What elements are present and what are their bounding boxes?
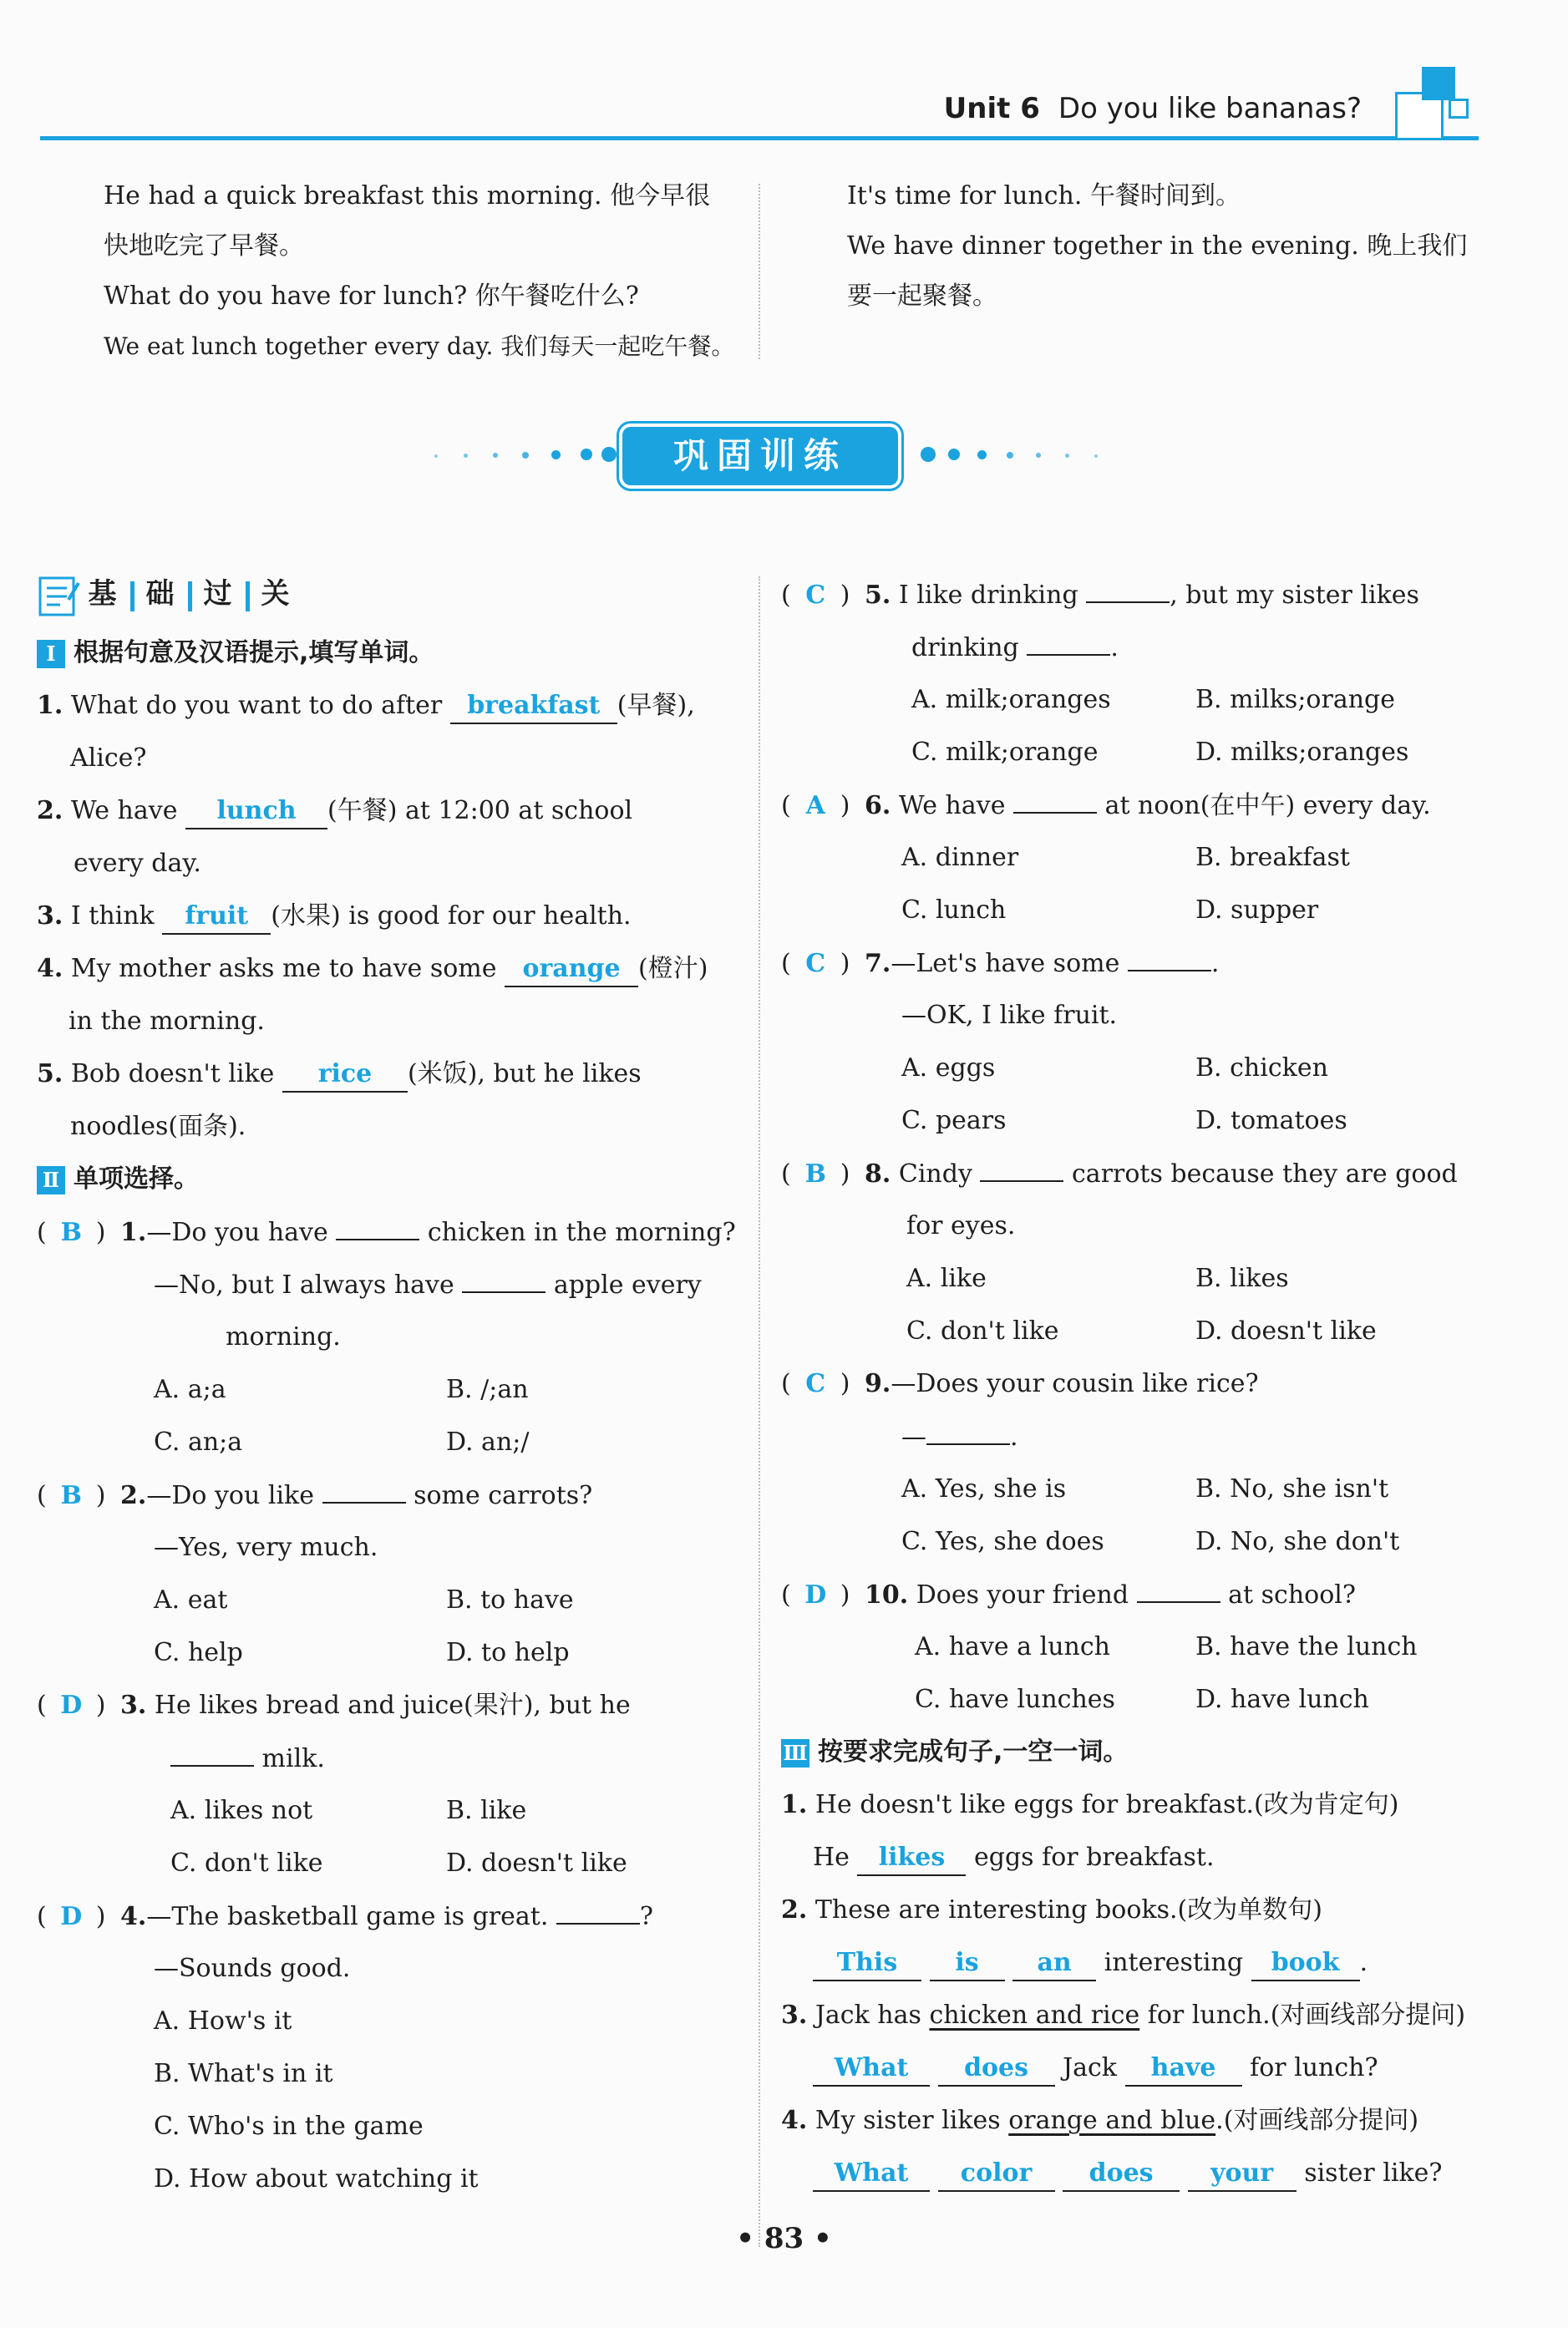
- mc-options: A. have a lunch B. have the lunch: [915, 1632, 1418, 1661]
- mc-options: C. lunch D. supper: [901, 895, 1319, 925]
- answer: A: [805, 791, 825, 820]
- mc-options: C. milk;orange D. milks;oranges: [911, 738, 1409, 767]
- answer: C: [805, 949, 826, 978]
- fill-continuation: every day.: [74, 849, 201, 878]
- section-3-heading: [781, 1726, 1483, 1778]
- rewrite-question: 3. Jack has chicken and rice for lunch.(对画线部分提问): [781, 2001, 1466, 2030]
- fill-question: 5. Bob doesn't like rice (米饭), but he likes: [37, 1047, 738, 1100]
- answer: likes: [878, 1843, 946, 1872]
- intro-left: [104, 171, 747, 372]
- answer: fruit: [185, 901, 249, 931]
- answer: B: [60, 1481, 82, 1510]
- intro-line: He had a quick breakfast this morning. 他今早很: [104, 181, 711, 210]
- column-divider: [759, 576, 760, 2247]
- mc-question: ( D ) 10. Does your friend at school?: [781, 1568, 1483, 1620]
- mc-options: A. milk;oranges B. milks;orange: [911, 685, 1396, 714]
- squares-logo-icon: [1387, 58, 1479, 138]
- fill-question: 1. What do you want to do after breakfast (早餐),: [37, 679, 738, 732]
- answer: rice: [317, 1059, 373, 1088]
- fill-question: 4. My mother asks me to have some orange (橙汁): [37, 942, 738, 995]
- right-column: ( C ) 5. I like drinking , but my sister likes drinking . A. milk;oranges B. milks;orange C. milk;orange D. milks;oranges ( A ) 6. We have at noon(在中午) every day. A. dinner B. breakfast C. lunch D. supper ( C ) 7.—Let's have some . —OK, I like fruit. A. eggs B. chicken C. pears D. tomatoes ( B ) 8. Cindy carrots because they are good for eyes. A. like B. likes C. don't like D. doesn't like ( C ) 9.—Does your cousin like rice? — . A. Yes, she is B. No, she isn't C. Yes, she does D. No, she don't ( D ) 10. Does your friend at school? A. have a lunch B. have the lunch C. have lunches D. have lunch Ⅲ 按要求完成句子,一空一词。 1. He doesn't like eggs for breakfast.(改为肯定句) He likes eggs for breakfast. 2. These are interesting books.(改为单数句) This is an interesting book . 3. Jack has chicken and rice for lunch.(对画线部分提问) What does Jack have for lunch? 4. My sister likes orange and blue.(对画线部分提问) What color does your sister like?: [781, 568, 1483, 2199]
- mc-options: C. help D. to help: [154, 1638, 570, 1667]
- answer: D: [60, 1691, 83, 1720]
- answer: C: [805, 581, 826, 610]
- page-number: • 83 •: [736, 2222, 832, 2255]
- rewrite-answer: He likes eggs for breakfast.: [781, 1831, 1483, 1884]
- answer: your: [1210, 2158, 1274, 2188]
- mc-options: A. a;a B. /;an: [154, 1375, 529, 1404]
- unit-title: [944, 92, 1362, 125]
- section-title: 按要求完成句子,一空一词。: [818, 1737, 1129, 1767]
- rewrite-answer: What does Jack have for lunch?: [781, 2041, 1483, 2094]
- answer: does: [964, 2053, 1029, 2082]
- rewrite-answer: What color does your sister like?: [781, 2147, 1483, 2199]
- section-title: 单项选择。: [74, 1164, 199, 1194]
- intro-divider: [759, 184, 760, 359]
- mc-question: ( C ) 7.—Let's have some .: [781, 936, 1483, 989]
- answer: B: [60, 1218, 82, 1247]
- answer: orange: [522, 954, 621, 983]
- fill-question: 3. I think fruit (水果) is good for our health.: [37, 890, 738, 942]
- answer: color: [960, 2158, 1033, 2188]
- intro-line: 快地吃完了早餐。: [104, 231, 304, 261]
- jichu-char: 关: [261, 577, 292, 611]
- answer: does: [1088, 2158, 1154, 2188]
- mc-question: ( D ) 4.—The basketball game is great. ?: [37, 1889, 738, 1942]
- mc-question: ( C ) 5. I like drinking , but my sister likes: [781, 568, 1483, 621]
- answer: breakfast: [467, 691, 601, 720]
- answer: lunch: [216, 796, 297, 825]
- answer: What: [834, 2053, 909, 2082]
- mc-question: ( B ) 2.—Do you like some carrots?: [37, 1468, 738, 1521]
- mc-options: A. eat B. to have: [154, 1585, 574, 1615]
- section-banner: [426, 422, 1144, 489]
- jichu-char: 基: [88, 577, 119, 611]
- intro-line: It's time for lunch. 午餐时间到。: [847, 181, 1241, 210]
- mc-question: ( B ) 8. Cindy carrots because they are good: [781, 1147, 1483, 1200]
- jichu-heading: [37, 568, 738, 626]
- left-column: 基 础 过 关 Ⅰ 根据句意及汉语提示,填写单词。 1. What do you want to do after breakfast (早餐), Alice? 2. We have lunch (午餐) at 12:00 at school every day. 3. I think fruit (水果) is good for our health. 4. My mother asks me to have some orange (橙汁) in the morning. 5. Bob doesn't like rice (米饭), but he likes noodles(面条). Ⅱ 单项选择。 ( B ) 1.—Do you have chicken in the morning? —No, but I always have apple every morning. A. a;a B. /;an C. an;a D. an;/ ( B ) 2.—Do you like some carrots? —Yes, very much. A. eat B. to have C. help D. to help ( D ) 3. He likes bread and juice(果汁), but he milk. A. likes not B. like C. don't like D. doesn't like ( D ) 4.—The basketball game is great. ? —Sounds good. A. How's it B. What's in it C. Who's in the game D. How about watching it: [37, 568, 738, 2205]
- header-rule: [40, 136, 1479, 140]
- mc-options: A. dinner B. breakfast: [901, 843, 1350, 872]
- fill-continuation: noodles(面条).: [70, 1112, 246, 1141]
- intro-right: [847, 171, 1499, 322]
- jichu-char: 础: [145, 577, 176, 611]
- answer: D: [804, 1580, 827, 1610]
- intro-line: 要一起聚餐。: [847, 281, 997, 311]
- unit-name: Do you like bananas?: [1058, 92, 1362, 125]
- fill-continuation: in the morning.: [69, 1007, 265, 1036]
- intro-line: We have dinner together in the evening. 晚上我们: [847, 231, 1468, 261]
- page-header: [40, 50, 1479, 142]
- rewrite-question: 4. My sister likes orange and blue.(对画线部分提问): [781, 2106, 1419, 2135]
- unit-label: Unit 6: [943, 92, 1040, 125]
- mc-question: ( B ) 1.—Do you have chicken in the morning?: [37, 1205, 738, 1258]
- rewrite-question: 2. These are interesting books.(改为单数句): [781, 1895, 1322, 1925]
- mc-options: C. pears D. tomatoes: [901, 1106, 1347, 1135]
- mc-options: C. don't like D. doesn't like: [906, 1316, 1377, 1346]
- answer: is: [955, 1948, 979, 1977]
- banner-title: 巩固训练: [622, 427, 898, 485]
- mc-options: A. Yes, she is B. No, she isn't: [901, 1474, 1389, 1504]
- notepad-icon: [37, 575, 80, 618]
- answer: book: [1271, 1948, 1340, 1977]
- section-2-heading: [37, 1153, 738, 1205]
- mc-options: A. likes not B. like: [170, 1796, 527, 1825]
- jichu-char: 过: [203, 577, 234, 611]
- mc-options: C. an;a D. an;/: [154, 1428, 530, 1457]
- roman-numeral: Ⅰ: [37, 640, 65, 668]
- fill-question: 2. We have lunch (午餐) at 12:00 at school: [37, 784, 738, 837]
- rewrite-question: 1. He doesn't like eggs for breakfast.(改为肯定句): [781, 1790, 1399, 1819]
- intro-line: We eat lunch together every day. 我们每天一起吃午餐。: [104, 332, 735, 360]
- roman-numeral: Ⅱ: [37, 1166, 65, 1194]
- answer: D: [60, 1902, 83, 1931]
- answer: What: [834, 2158, 909, 2188]
- answer: B: [804, 1159, 826, 1189]
- section-title: 根据句意及汉语提示,填写单词。: [74, 638, 434, 667]
- fill-continuation: Alice?: [70, 743, 147, 773]
- answer: This: [836, 1948, 898, 1977]
- section-1-heading: [37, 626, 738, 679]
- rewrite-answer: This is an interesting book .: [781, 1936, 1483, 1989]
- mc-question: ( A ) 6. We have at noon(在中午) every day.: [781, 779, 1483, 831]
- mc-question: ( D ) 3. He likes bread and juice(果汁), but he: [37, 1679, 738, 1732]
- mc-question: ( C ) 9.—Does your cousin like rice?: [781, 1357, 1483, 1410]
- mc-options: A. eggs B. chicken: [901, 1053, 1328, 1083]
- mc-options: C. don't like D. doesn't like: [170, 1849, 627, 1878]
- mc-options: A. like B. likes: [906, 1264, 1289, 1293]
- answer: have: [1150, 2053, 1216, 2082]
- intro-line: What do you have for lunch? 你午餐吃什么?: [104, 281, 639, 311]
- answer: an: [1037, 1948, 1072, 1977]
- mc-options: C. have lunches D. have lunch: [915, 1685, 1369, 1714]
- mc-options: C. Yes, she does D. No, she don't: [901, 1527, 1400, 1556]
- answer: C: [805, 1369, 826, 1398]
- roman-numeral: Ⅲ: [781, 1739, 809, 1768]
